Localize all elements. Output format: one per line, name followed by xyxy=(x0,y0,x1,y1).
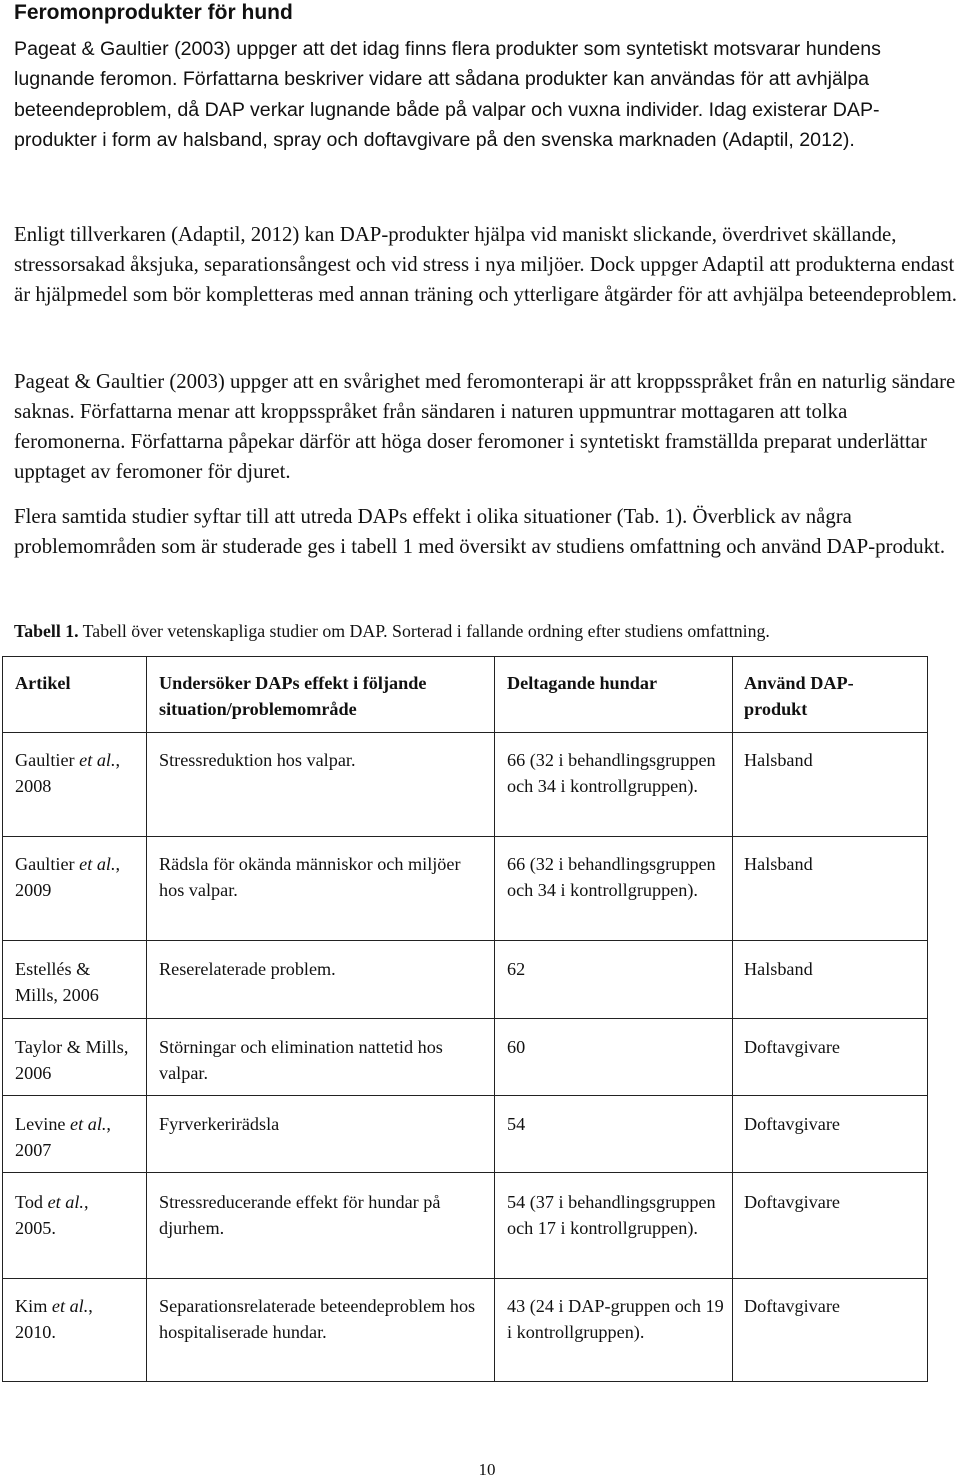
header-dogs: Deltagande hundar xyxy=(507,673,658,693)
cell-situation: Reserelaterade problem. xyxy=(159,959,336,979)
table-caption xyxy=(14,620,960,642)
table-row xyxy=(3,1019,927,1096)
studies-table xyxy=(2,656,928,1382)
header-article: Artikel xyxy=(15,673,71,693)
cell-product: Doftavgivare xyxy=(744,1114,840,1134)
cell-situation: Stressreducerande effekt för hundar på djurhem. xyxy=(159,1192,441,1238)
header-situation: Undersöker DAPs effekt i följande situation/problemområde xyxy=(159,673,427,719)
cell-situation: Separationsrelaterade beteendeproblem hos hospitaliserade hundar. xyxy=(159,1296,476,1342)
cell-dogs: 66 (32 i behandlingsgruppen och 34 i kontrollgruppen). xyxy=(507,854,716,900)
cell-situation: Rädsla för okända människor och miljöer hos valpar. xyxy=(159,854,461,900)
cell-article: Tod et al., 2005. xyxy=(15,1192,89,1238)
section-heading: Feromonprodukter för hund xyxy=(14,1,293,24)
cell-product: Doftavgivare xyxy=(744,1037,840,1057)
cell-situation: Stressreduktion hos valpar. xyxy=(159,750,356,770)
cell-article: Gaultier et al., 2008 xyxy=(15,750,121,796)
cell-product: Halsband xyxy=(744,959,813,979)
table-header-row xyxy=(3,657,927,733)
cell-dogs: 54 (37 i behandlingsgruppen och 17 i kontrollgruppen). xyxy=(507,1192,716,1238)
table-row xyxy=(3,1279,927,1381)
cell-article: Levine et al., 2007 xyxy=(15,1114,111,1160)
cell-article: Estellés & Mills, 2006 xyxy=(15,959,99,1005)
cell-dogs: 54 xyxy=(507,1114,526,1134)
paragraph-2: Enligt tillverkaren (Adaptil, 2012) kan DAP-produkter hjälpa vid maniskt slickande, överdrivet skällande, stressorsakad åksjuka, separationsångest och vid stress i nya miljöer. Dock uppger Adaptil att produkterna endast är hjälpmedel som bör kompletteras med annan träning och ytterligare åtgärder för att avhjälpa beteendeproblem. xyxy=(14,223,957,306)
cell-product: Doftavgivare xyxy=(744,1296,840,1316)
page-number: 10 xyxy=(478,1460,496,1479)
cell-dogs: 60 xyxy=(507,1037,526,1057)
paragraph-3: Pageat & Gaultier (2003) uppger att en svårighet med feromonterapi är att kroppsspråket från en naturlig sändare saknas. Författarna menar att kroppsspråket från sändaren i naturen uppmuntrar mottagaren att tolka feromonerna. Författarna påpekar därför att höga doser feromoner i syntetiskt framställda preparat underlättar upptaget av feromoner för djuret. xyxy=(14,370,956,483)
cell-dogs: 62 xyxy=(507,959,526,979)
table-row xyxy=(3,733,927,837)
cell-article: Taylor & Mills, 2006 xyxy=(15,1037,129,1083)
cell-article: Kim et al., 2010. xyxy=(15,1296,93,1342)
cell-dogs: 43 (24 i DAP-gruppen och 19 i kontrollgruppen). xyxy=(507,1296,724,1342)
cell-situation: Fyrverkerirädsla xyxy=(159,1114,280,1134)
paragraph-4: Flera samtida studier syftar till att utreda DAPs effekt i olika situationer (Tab. 1). Överblick av några problemområden som är studerade ges i tabell 1 med översikt av studiens omfattning och använd DAP-produkt. xyxy=(14,505,946,558)
cell-article: Gaultier et al., 2009 xyxy=(15,854,121,900)
table-row xyxy=(3,837,927,941)
table-row xyxy=(3,941,927,1019)
cell-dogs: 66 (32 i behandlingsgruppen och 34 i kontrollgruppen). xyxy=(507,750,716,796)
cell-situation: Störningar och elimination nattetid hos valpar. xyxy=(159,1037,443,1083)
header-product: Använd DAP-produkt xyxy=(744,673,854,719)
cell-product: Doftavgivare xyxy=(744,1192,840,1212)
table-row xyxy=(3,1173,927,1279)
caption-label: Tabell 1. xyxy=(14,621,79,641)
cell-product: Halsband xyxy=(744,750,813,770)
caption-text: Tabell över vetenskapliga studier om DAP. Sorterad i fallande ordning efter studiens omfattning. xyxy=(78,621,770,641)
cell-product: Halsband xyxy=(744,854,813,874)
paragraph-1: Pageat & Gaultier (2003) uppger att det idag finns flera produkter som syntetiskt motsvarar hundens lugnande feromon. Författarna beskriver vidare att sådana produkter kan användas för att avhjälpa beteendeproblem, då DAP verkar lugnande både på valpar och vuxna individer. Idag existerar DAP-produkter i form av halsband, spray och doftavgivare på den svenska marknaden (Adaptil, 2012). xyxy=(14,38,881,151)
table-row xyxy=(3,1096,927,1173)
